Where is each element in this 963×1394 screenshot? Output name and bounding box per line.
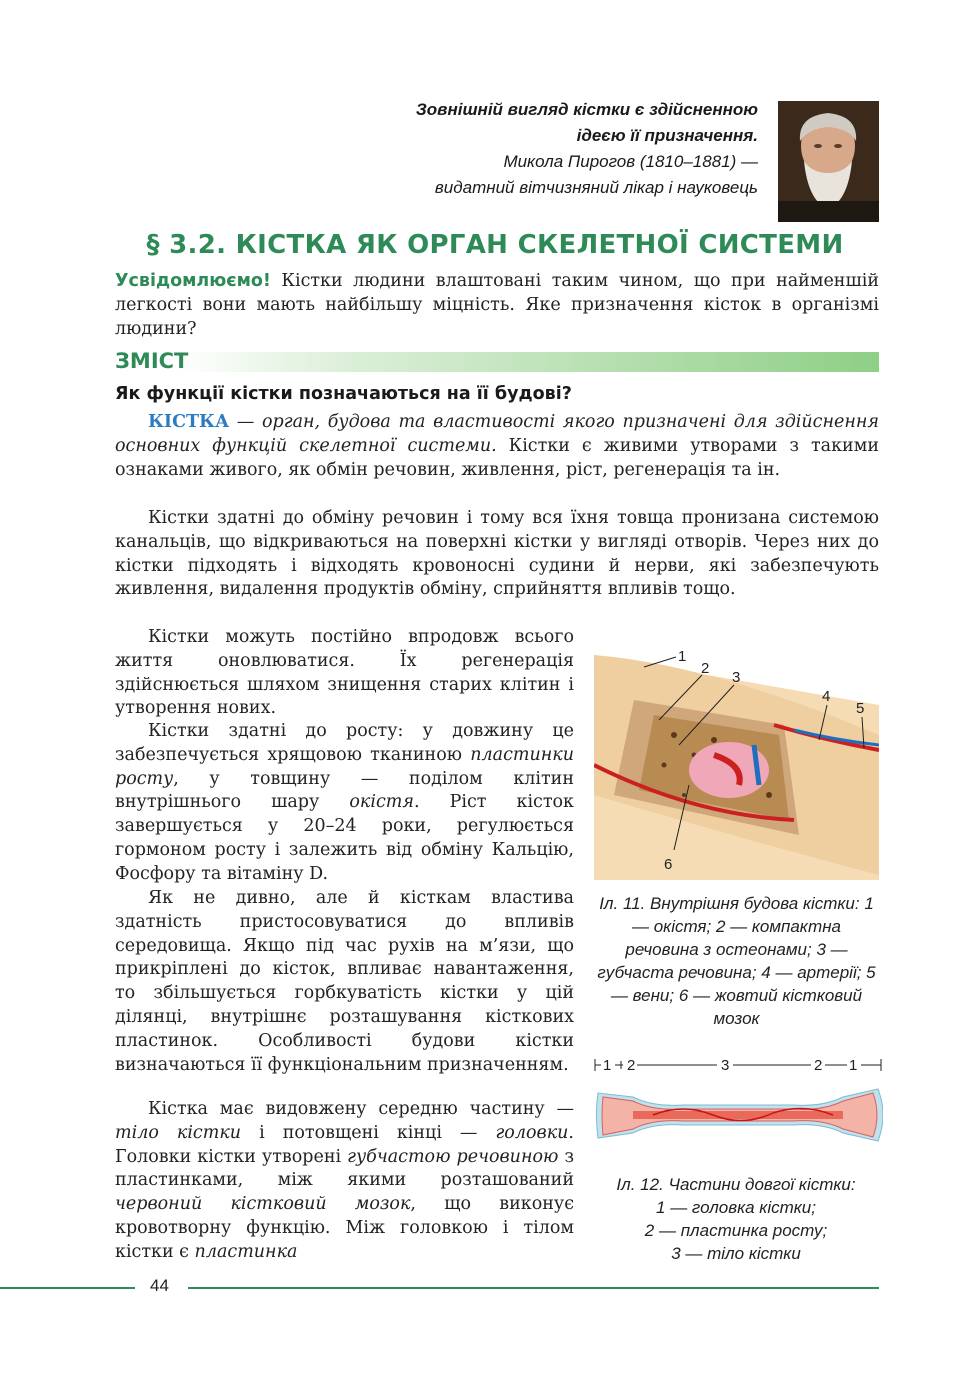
fig12-label-1a: 1: [603, 1057, 612, 1074]
epigraph-line-1: Зовнішній вигляд кістки є здійсненною: [415, 100, 758, 119]
epigraph-line-2: ідеєю її призначення.: [576, 126, 758, 145]
fig12-caption-l4: 3 — тіло кістки: [671, 1244, 801, 1263]
p4-a: Кістки здатні до росту: у довжину це забезпечується хрящовою тканиною: [115, 721, 574, 765]
intro-paragraph: [115, 270, 879, 341]
p6-c: . Головки кістки утворені: [115, 1122, 574, 1167]
p6-i3: губчастою речовиною: [347, 1146, 559, 1167]
figure-11-illustration: [594, 645, 879, 880]
fig11-label-1: 1: [678, 648, 687, 665]
fig12-label-3: 3: [721, 1057, 730, 1074]
subheading: Як функції кістки позначаються на її будові?: [115, 384, 572, 404]
page-title: § 3.2. КІСТКА ЯК ОРГАН СКЕЛЕТНОЇ СИСТЕМИ: [146, 230, 844, 260]
portrait-photo: [778, 101, 879, 222]
paragraph-4: [115, 720, 574, 887]
intro-text: Кістки людини влаштовані таким чином, що при найменшій легкості вони мають найбільшу міцність. Яке призначення кісток в організмі людини?: [115, 271, 879, 339]
intro-lead: Усвідомлюємо!: [115, 271, 271, 291]
fig11-label-5: 5: [856, 700, 865, 717]
figure-12-caption: [586, 1173, 886, 1265]
section-heading-bar: [115, 352, 879, 372]
figure-12-illustration: [593, 1053, 883, 1165]
fig11-label-2: 2: [701, 660, 710, 677]
fig11-label-3: 3: [732, 669, 741, 686]
footer-rule-left: [0, 1287, 135, 1289]
paragraph-3: Кістки можуть постійно впродовж всього життя оновлюватися. Їх регенерація здійснюється шляхом знищення старих клітин і утворення нових.: [115, 627, 574, 719]
paragraph-6: [115, 1098, 574, 1265]
p6-i5: пластинка: [194, 1241, 298, 1262]
p6-d: з пластинками, між якими розташований: [115, 1146, 574, 1191]
definition: — орган, будова та властивості якого призначені для здійснення основних функцій скелетної системи.: [115, 412, 879, 456]
fig12-label-2b: 2: [814, 1057, 823, 1074]
p4-i1: пластинки росту: [115, 744, 574, 789]
term-kistka: КІСТКА: [148, 412, 230, 432]
paragraph-5: Як не дивно, але й кісткам властива здатність пристосовуватися до впливів середовища. Якщо під час рухів на м’язи, що прикріплені до кісток, впливає навантаження, то збільшується горбкуватість кістки у цій ділянці, внутрішнє розташування кісткових пластинок. Особливості будови кістки визначаються її функціональним призначенням.: [115, 888, 574, 1075]
p4-b: , у товщину — поділом клітин внутрішнього шару: [115, 768, 574, 813]
p6-e: , що виконує кровотворну функцію. Між головкою і тілом кістки є: [115, 1194, 574, 1262]
figure-11-caption: Іл. 11. Внутрішня будова кістки: 1 — окістя; 2 — компактна речовина з остеонами; 3 — губчаста речовина; 4 — артерії; 5 — вени; 6 — жовтий кістковий мозок: [597, 894, 876, 1028]
footer-rule-right: [188, 1287, 879, 1289]
p6-i4: червоний кістковий мозок: [115, 1194, 411, 1215]
fig12-caption-l3: 2 — пластинка росту;: [644, 1221, 828, 1240]
epigraph-author: Микола Пирогов (1810–1881) —: [503, 152, 758, 171]
p4-c: . Ріст кісток завершується у 20–24 роки, регулюється гормоном росту і залежить від обміну Кальцію, Фосфору та вітаміну D.: [115, 792, 574, 884]
paragraph-1: [115, 411, 879, 482]
page-number: 44: [150, 1276, 169, 1295]
p6-i2: головки: [495, 1122, 569, 1143]
fig11-label-6: 6: [664, 856, 673, 873]
p6-a: Кістка має видовжену середню частину —: [148, 1099, 574, 1119]
fig11-label-4: 4: [822, 688, 831, 705]
section-heading: ЗМІСТ: [115, 349, 189, 373]
p6-i1: тіло кістки: [115, 1122, 242, 1143]
epigraph: [330, 97, 758, 201]
p4-i2: окістя: [349, 792, 414, 813]
fig12-label-2a: 2: [627, 1057, 636, 1074]
fig12-caption-l1: Іл. 12. Частини довгої кістки:: [616, 1175, 856, 1194]
paragraph-2: Кістки здатні до обміну речовин і тому вся їхня товща пронизана системою канальців, що відкриваються на поверхні кістки у вигляді отворів. Через них до кістки підходять і відходять кровоносні судини й нерви, які забезпечують живлення, видалення продуктів обміну, сприйняття впливів тощо.: [115, 508, 879, 600]
p1-rest: Кістки є живими утворами з такими ознаками живого, як обмін речовин, живлення, ріст, регенерація та ін.: [115, 435, 879, 480]
fig12-caption-l2: 1 — головка кістки;: [656, 1198, 816, 1217]
fig12-label-1b: 1: [849, 1057, 858, 1074]
epigraph-author-desc: видатний вітчизняний лікар і науковець: [434, 178, 758, 197]
p6-b: і потовщені кінці —: [241, 1122, 496, 1143]
